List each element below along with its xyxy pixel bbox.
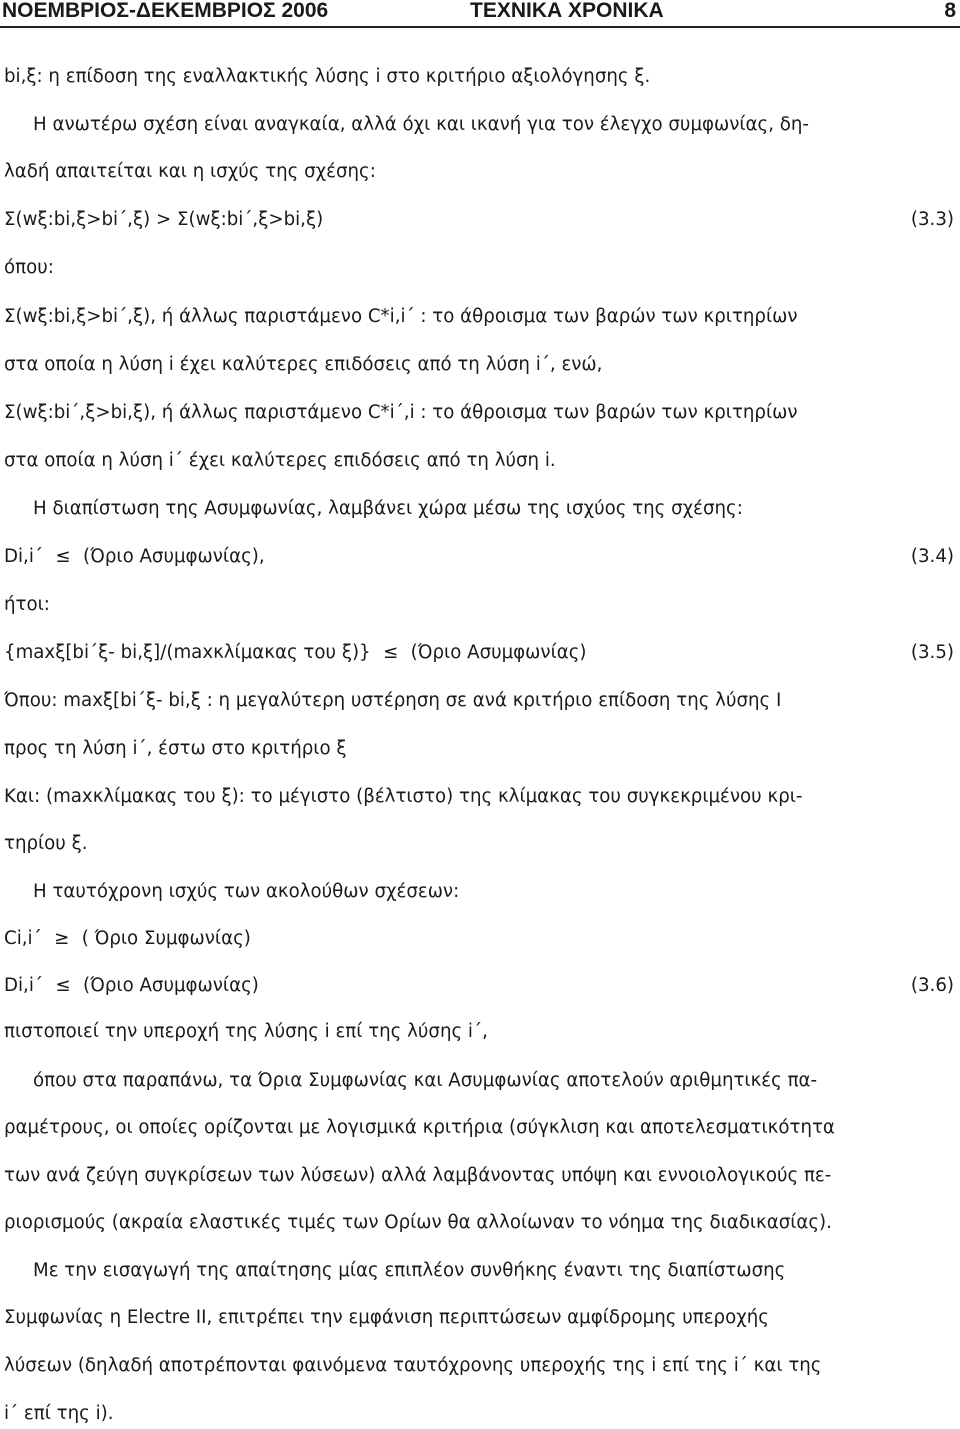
greater-or-equal-symbol: ≥: [54, 928, 70, 949]
text-line: Η ανωτέρω σχέση είναι αναγκαία, αλλά όχι και ικανή για τον έλεγχο συμφωνίας, δη-: [33, 114, 809, 135]
text-line: Όπου: maxξ[bi΄ξ- bi,ξ : η μεγαλύτερη υστέρηση σε ανά κριτήριο επίδοση της λύσης I: [4, 690, 782, 711]
page-header: [0, 0, 960, 28]
equation-number: (3.5): [910, 642, 954, 663]
text-line: πιστοποιεί την υπεροχή της λύσης i επί της λύσης i΄,: [4, 1021, 488, 1042]
equation-3-6-first: [4, 928, 251, 950]
equation-number: (3.4): [910, 546, 954, 567]
text-line: bi,ξ: η επίδοση της εναλλακτικής λύσης i στο κριτήριο αξιολόγησης ξ.: [4, 66, 651, 87]
text-line: i΄ επί της i).: [4, 1403, 114, 1424]
text-line: λύσεων (δηλαδή αποτρέπονται φαινόμενα ταυτόχρονης υπεροχής της i επί της i΄ και της: [4, 1355, 822, 1376]
less-or-equal-symbol: ≤: [383, 642, 399, 663]
eq-rhs: ( Όριο Συμφωνίας): [81, 928, 251, 949]
header-journal-title: ΤΕΧΝΙΚΑ ΧΡΟΝΙΚΑ: [470, 0, 664, 22]
text-line: Η ταυτόχρονη ισχύς των ακολούθων σχέσεων:: [33, 881, 460, 902]
text-line: Σ(wξ:bi΄,ξ>bi,ξ), ή άλλως παριστάμενο C*i΄,i : το άθροισμα των βαρών των κριτηρίων: [4, 402, 798, 423]
equation-number: (3.6): [910, 975, 954, 996]
eq-lhs: Di,i΄: [4, 546, 43, 567]
text-line: τηρίου ξ.: [4, 833, 88, 854]
equation-3-5: [4, 642, 587, 664]
equation-number: (3.3): [910, 209, 954, 230]
text-line: των ανά ζεύγη συγκρίσεων των λύσεων) αλλά λαμβάνοντας υπόψη και εννοιολογικούς πε-: [4, 1165, 832, 1186]
less-or-equal-symbol: ≤: [55, 975, 71, 996]
less-or-equal-symbol: ≤: [55, 546, 71, 567]
header-page-number: 8: [944, 0, 956, 22]
eq-lhs: Di,i΄: [4, 975, 43, 996]
text-line: Και: (maxκλίμακας του ξ): το μέγιστο (βέλτιστο) της κλίμακας του συγκεκριμένου κρι-: [4, 786, 803, 807]
text-line: Με την εισαγωγή της απαίτησης μίας επιπλέον συνθήκης έναντι της διαπίστωσης: [33, 1260, 786, 1281]
text-line: στα οποία η λύση i΄ έχει καλύτερες επιδόσεις από τη λύση i.: [4, 450, 556, 471]
equation-3-3: Σ(wξ:bi,ξ>bi΄,ξ) > Σ(wξ:bi΄,ξ>bi,ξ): [4, 209, 324, 230]
equation-3-4: [4, 546, 265, 568]
text-line: ραμέτρους, οι οποίες ορίζονται με λογισμικά κριτήρια (σύγκλιση και αποτελεσματικότητα: [4, 1117, 835, 1138]
text-line: προς τη λύση i΄, έστω στο κριτήριο ξ: [4, 738, 347, 759]
eq-rhs: (Όριο Ασυμφωνίας): [410, 642, 587, 663]
text-line: όπου στα παραπάνω, τα Όρια Συμφωνίας και Ασυμφωνίας αποτελούν αριθμητικές πα-: [33, 1070, 818, 1091]
text-line: Σ(wξ:bi,ξ>bi΄,ξ), ή άλλως παριστάμενο C*i,i΄ : το άθροισμα των βαρών των κριτηρίων: [4, 306, 798, 327]
text-line: λαδή απαιτείται και η ισχύς της σχέσης:: [4, 161, 376, 182]
text-line: ριορισμούς (ακραία ελαστικές τιμές των Ορίων θα αλλοίωναν το νόημα της διαδικασίας).: [4, 1212, 832, 1233]
text-line: όπου:: [4, 257, 54, 278]
text-line: στα οποία η λύση i έχει καλύτερες επιδόσεις από τη λύση i΄, ενώ,: [4, 354, 603, 375]
header-issue-date: ΝΟΕΜΒΡΙΟΣ-ΔΕΚΕΜΒΡΙΟΣ 2006: [2, 0, 329, 22]
eq-rhs: (Όριο Ασυμφωνίας),: [83, 546, 265, 567]
eq-lhs: {maxξ[bi΄ξ- bi,ξ]/(maxκλίμακας του ξ)}: [4, 642, 371, 663]
text-line: Συμφωνίας η Electre II, επιτρέπει την εμφάνιση περιπτώσεων αμφίδρομης υπεροχής: [4, 1307, 769, 1328]
equation-3-6-second: [4, 975, 259, 997]
text-line: ήτοι:: [4, 594, 50, 615]
eq-lhs: Ci,i΄: [4, 928, 42, 949]
eq-rhs: (Όριο Ασυμφωνίας): [83, 975, 259, 996]
text-line: Η διαπίστωση της Ασυμφωνίας, λαμβάνει χώρα μέσω της ισχύος της σχέσης:: [33, 498, 743, 519]
